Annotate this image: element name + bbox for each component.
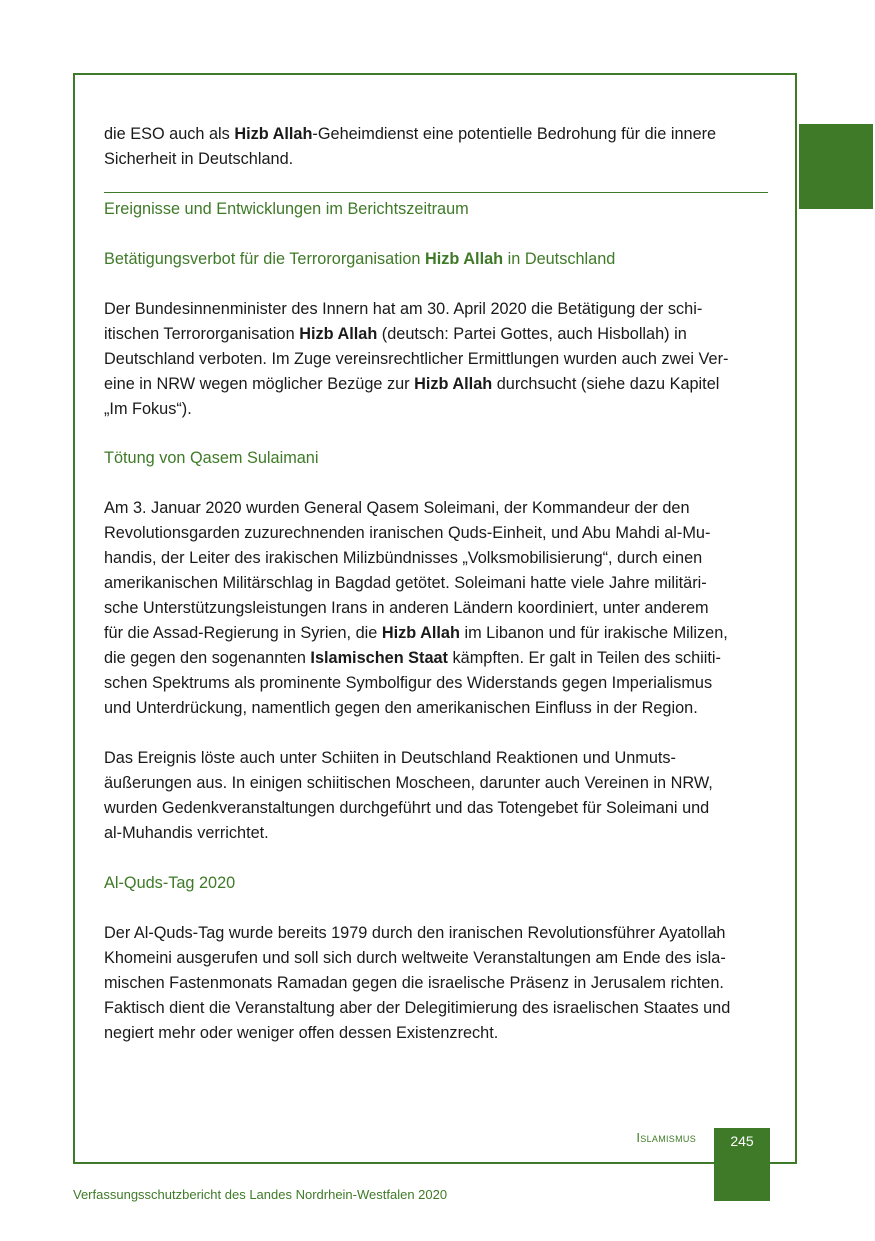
paragraph-ban: Der Bundesinnenminister des Innern hat am 30. April 2020 die Betätigung der schi- itischen Terrororganisation Hizb Allah (deutsch: Partei Gottes, auch Hisbollah) in Deutschland verboten. Im Zuge vereinsrechtlicher Ermittlungen wurden auch zwei Ver- eine in NRW wegen möglicher Bezüge zur Hizb Allah durchsucht (siehe dazu Kapitel „Im Fokus“). <box>104 300 729 418</box>
section-divider <box>104 192 768 193</box>
section-heading: Ereignisse und Entwicklungen im Berichtszeitraum <box>104 200 469 218</box>
subheading-hizb-allah-ban: Betätigungsverbot für die Terrororganisation Hizb Allah in Deutschland <box>104 250 616 268</box>
subheading-sulaimani: Tötung von Qasem Sulaimani <box>104 449 319 467</box>
intro-paragraph: die ESO auch als Hizb Allah-Geheimdienst eine potentielle Bedrohung für die innere Sicherheit in Deutschland. <box>104 125 717 168</box>
subheading-al-quds: Al-Quds-Tag 2020 <box>104 874 236 892</box>
page-number-box <box>714 1128 770 1201</box>
chapter-label: Islamismus <box>636 1130 696 1145</box>
paragraph-reactions: Das Ereignis löste auch unter Schiiten in Deutschland Reaktionen und Unmuts- äußerungen aus. In einigen schiitischen Moscheen, darunter auch Vereinen in NRW, wurden Gedenkveranstaltungen durchgeführt und das Totengebet für Soleimani und al-Muhandis verrichtet. <box>104 749 713 842</box>
report-title: Verfassungsschutzbericht des Landes Nordrhein-Westfalen 2020 <box>73 1187 448 1202</box>
paragraph-al-quds: Der Al-Quds-Tag wurde bereits 1979 durch den iranischen Revolutionsführer Ayatollah Khomeini ausgerufen und soll sich durch weltweite Veranstaltungen am Ende des isla- mischen Fastenmonats Ramadan gegen die israelische Präsenz in Jerusalem richten. Faktisch dient die Veranstaltung aber der Delegitimierung des israelischen Staates und negiert mehr oder weniger offen dessen Existenzrecht. <box>104 924 731 1042</box>
page-number: 245 <box>730 1133 754 1149</box>
chapter-tab-marker <box>799 124 873 209</box>
paragraph-sulaimani: Am 3. Januar 2020 wurden General Qasem Soleimani, der Kommandeur der den Revolutionsgarden zuzurechnenden iranischen Quds-Einheit, und Abu Mahdi al-Mu- handis, der Leiter des irakischen Milizbündnisses „Volksmobilisierung“, durch einen amerikanischen Militärschlag in Bagdad getötet. Soleimani hatte viele Jahre militäri- sche Unterstützungsleistungen Irans in anderen Ländern koordiniert, unter anderem für die Assad-Regierung in Syrien, die Hizb Allah im Libanon und für irakische Milizen, die gegen den sogenannten Islamischen Staat kämpften. Er galt in Teilen des schiiti- schen Spektrums als prominente Symbolfigur des Widerstands gegen Imperialismus und Unterdrückung, namentlich gegen den amerikanischen Einfluss in der Region. <box>104 499 728 717</box>
